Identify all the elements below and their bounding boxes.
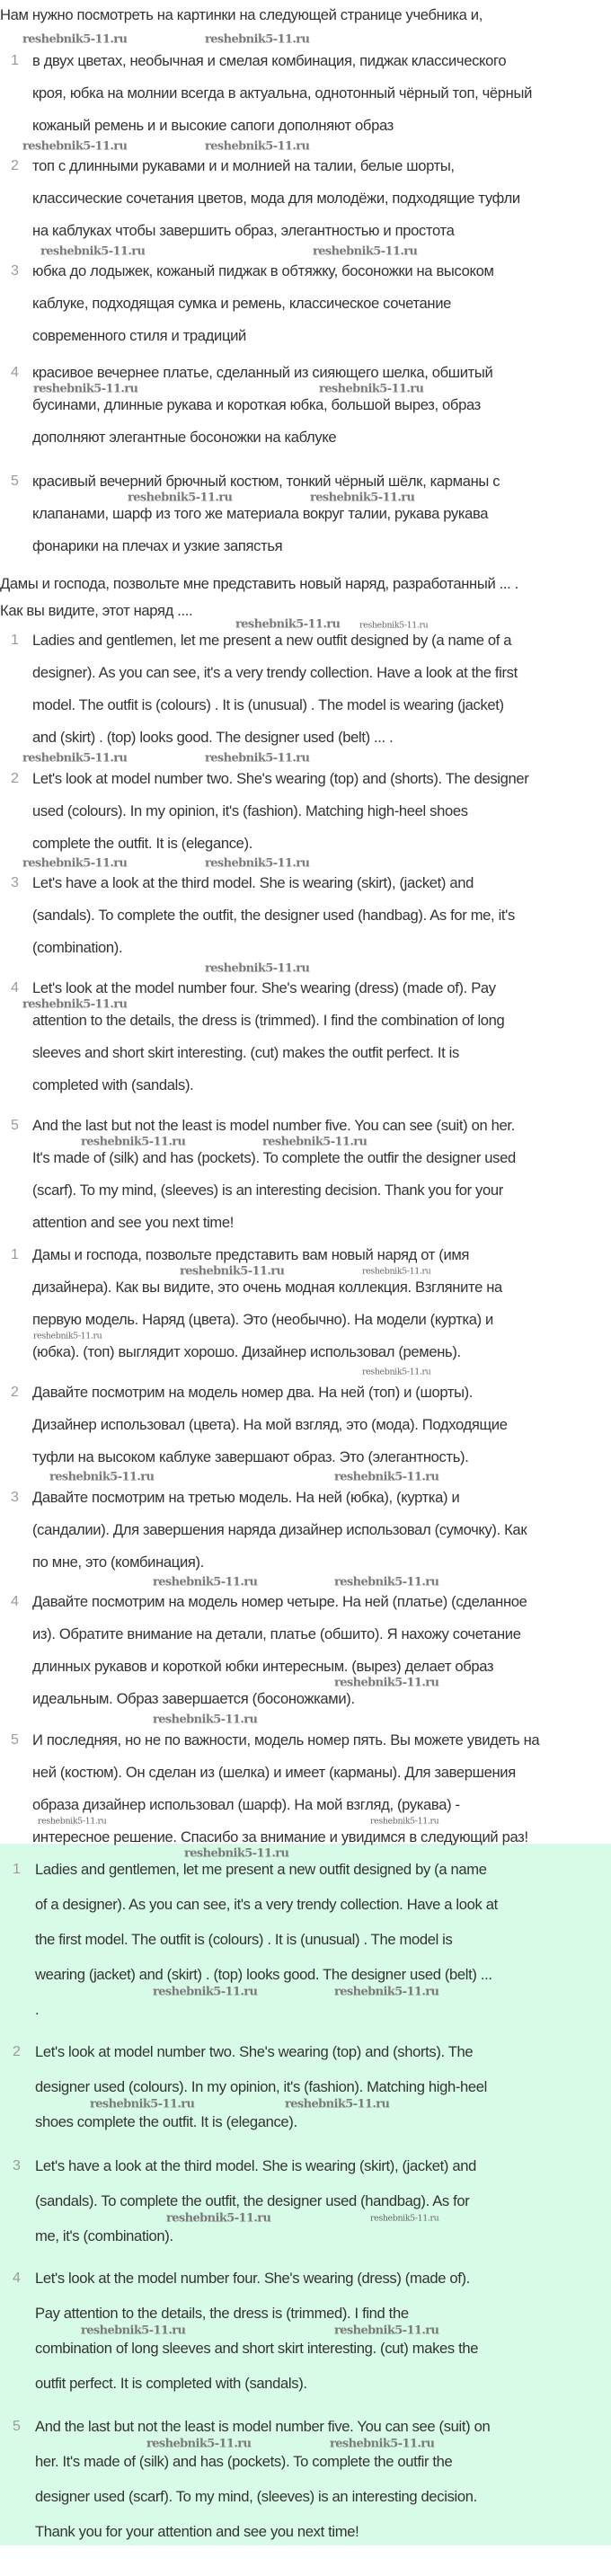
item-text [32,874,611,971]
watermark-text: reshebnik5-11.ru [334,2324,439,2338]
text-line: кроя, юбка на молнии всегда в актуальна, однотонный чёрный топ, чёрный [32,84,532,102]
watermark-text: reshebnik5-11.ru [205,139,310,153]
text-line: Pay attention to the details, the dress is (trimmed). I find the [35,2304,409,2322]
text-line: в двух цветах, необычная и смелая комбинация, пиджак классического [32,52,507,69]
text-line: образа дизайнер использовал (шарф). На мой взгляд, (рукава) - [32,1796,460,1813]
text-line: It's made of (silk) and has (pockets). To complete the outfir the designer used [32,1149,516,1166]
text-line: Let's look at the model number four. She's wearing (dress) (made of). [35,2269,470,2287]
item-number: 3 [13,2157,21,2173]
item-number: 1 [13,1861,21,1877]
text-line: длинных рукавов и короткой юбки интересным. (вырез) делает образ [32,1658,494,1675]
item-text [32,770,611,867]
text-line: complete the outfit. It is (elegance). [32,835,252,852]
watermark-text: reshebnik5-11.ru [38,1816,107,1827]
text-line: Let's look at model number two. She's wearing (top) and (shorts). The [35,2042,474,2060]
watermark-text: reshebnik5-11.ru [370,1816,439,1827]
watermark-text: reshebnik5-11.ru [22,997,128,1012]
watermark-text: reshebnik5-11.ru [334,1470,439,1484]
text-line: красивое вечернее платье, сделанный из сияющего шелка, обшитый [32,364,493,381]
item-number: 3 [11,1490,19,1505]
item-text [35,2157,611,2262]
text-line: Thank you for your attention and see you next time! [35,2522,359,2540]
text-line: по мне, это (комбинация). [32,1554,204,1571]
watermark-text: reshebnik5-11.ru [128,491,233,505]
text-line: (sandals). To complete the outfit, the designer used (handbag). As for me, it's [32,907,515,924]
text-line: фонарики на плечах и узкие запястья [32,537,283,554]
watermark-text: reshebnik5-11.ru [81,1135,186,1149]
text-line: the first model. The outfit is (colours) . It is (unusual) . The model is [35,1930,453,1948]
text-line: completed with (sandals). [32,1076,194,1093]
item-number: 5 [13,2418,21,2434]
item-text [35,1861,611,2036]
watermark-text: reshebnik5-11.ru [370,2213,439,2224]
text-line: attention to the details, the dress is (trimmed). I find the combination of long [32,1012,505,1029]
text-line: Дамы и господа, позвольте мне представить новый наряд, разработанный ... . [0,575,518,592]
watermark-text: reshebnik5-11.ru [235,617,341,632]
watermark-text: reshebnik5-11.ru [362,1367,431,1377]
text-line: Как вы видите, этот наряд .... [0,602,193,619]
item-text [32,1246,611,1376]
text-line: юбка до лодыжек, кожаный пиджак в обтяжку, босоножки на высоком [32,262,494,279]
watermark-text: reshebnik5-11.ru [180,1264,285,1279]
watermark-text: reshebnik5-11.ru [153,1713,258,1727]
text-line: Ladies and gentlemen, let me present a new outfit designed by (a name of a [32,632,512,649]
item-number: 4 [11,1594,19,1609]
text-line: sleeves and short skirt interesting. (cut) makes the outfit perfect. It is [32,1044,459,1061]
text-line: . [35,2000,40,2018]
watermark-text: reshebnik5-11.ru [22,32,128,47]
text-line: outfit perfect. It is completed with (sandals). [35,2374,307,2392]
item-text [32,52,611,149]
text-line: И последняя, но не по важности, модель номер пять. Вы можете увидеть на [32,1731,540,1748]
watermark-text: reshebnik5-11.ru [319,382,424,396]
watermark-text: reshebnik5-11.ru [262,1135,367,1149]
text-line: дизайнера). Как вы видите, это очень модная коллекция. Взгляните на [32,1279,502,1296]
watermark-text: reshebnik5-11.ru [334,1676,439,1690]
text-line: and (skirt) . (top) looks good. The designer used (belt) ... . [32,729,394,746]
text-line: красивый вечерний брючный костюм, тонкий чёрный шёлк, карманы с [32,473,500,490]
item-text [35,2270,611,2410]
item-number: 4 [13,2270,21,2286]
item-text [32,1593,611,1722]
text-line: of a designer). As you can see, it's a very trendy collection. Have a look at [35,1895,498,1913]
text-line: attention and see you next time! [32,1214,235,1231]
text-line: Давайте посмотрим на модель номер два. На ней (топ) и (шорты). [32,1384,474,1401]
text-line: used (colours). In my opinion, it's (fashion). Matching high-heel shoes [32,802,468,819]
intro-text: Нам нужно посмотреть на картинки на следующей странице учебника и, [0,6,483,23]
text-line: дополняют элегантные босоножки на каблуке [32,429,337,446]
item-number: 1 [11,53,19,68]
item-number: 4 [11,980,19,996]
text-line: designer). As you can see, it's a very trendy collection. Have a look at the first [32,664,518,681]
watermark-text: reshebnik5-11.ru [33,1331,102,1341]
text-line: современного стиля и традиций [32,327,246,344]
item-text [32,1731,611,1861]
text-line: wearing (jacket) and (skirt) . (top) looks good. The designer used (belt) ... [35,1965,492,1983]
text-line: Давайте посмотрим на третью модель. На ней (юбка), (куртка) и [32,1489,460,1506]
watermark-text: reshebnik5-11.ru [22,751,128,766]
text-line: Дизайнер использовал (цвета). На мой взгляд, это (мода). Подходящие [32,1416,508,1433]
watermark-text: reshebnik5-11.ru [22,856,128,871]
watermark-text: reshebnik5-11.ru [330,2437,435,2451]
watermark-text: reshebnik5-11.ru [285,2097,390,2111]
text-line: Let's have a look at the third model. She is wearing (skirt), (jacket) and [32,874,474,891]
watermark-text: reshebnik5-11.ru [310,491,415,505]
text-line: Let's look at model number two. She's wearing (top) and (shorts). The designer [32,770,529,787]
text-line: топ с длинными рукавами и и молнией на талии, белые шорты, [32,157,455,174]
watermark-text: reshebnik5-11.ru [22,139,128,153]
item-text [32,262,611,359]
watermark-text: reshebnik5-11.ru [205,32,310,47]
watermark-text: reshebnik5-11.ru [153,1575,258,1589]
text-line: Ladies and gentlemen, let me present a new outfit designed by (a name [35,1860,487,1878]
text-line: классические сочетания цветов, мода для молодёжи, подходящие туфли [32,190,520,207]
item-number: 3 [11,263,19,279]
text-line: designer used (colours). In my opinion, it's (fashion). Matching high-heel [35,2077,488,2095]
watermark-text: reshebnik5-11.ru [205,856,310,871]
text-line: (scarf). To my mind, (sleeves) is an interesting decision. Thank you for your [32,1182,503,1199]
text-line: her. It's made of (silk) and has (pockets). To complete the outfir the [35,2452,453,2470]
item-text [32,157,611,254]
text-line: Давайте посмотрим на модель номер четыре. На ней (платье) (сделанное [32,1593,527,1610]
watermark-text: reshebnik5-11.ru [90,2097,195,2111]
text-line: me, it's (combination). [35,2226,173,2244]
text-line: (юбка). (топ) выглядит хорошо. Дизайнер использовал (ремень). [32,1343,461,1360]
text-line: идеальным. Образ завершается (босоножками). [32,1690,355,1707]
item-number: 1 [11,633,19,648]
item-number: 4 [11,365,19,380]
watermark-text: reshebnik5-11.ru [313,244,418,258]
text-line: кожаный ремень и и высокие сапоги дополняют образ [32,117,394,134]
item-number: 2 [11,158,19,173]
text-line: клапанами, шарф из того же материала вокруг талии, рукава рукава [32,505,489,522]
item-number: 1 [11,1247,19,1262]
text-line: (сандалии). Для завершения наряда дизайнер использовал (сумочку). Как [32,1521,527,1538]
item-text [32,1384,611,1481]
text-line: интересное решение. Спасибо за внимание и увидимся в следующий раз! [32,1828,528,1846]
item-number: 2 [13,2043,21,2059]
text-line: (combination). [32,939,123,956]
item-text [35,2043,611,2148]
watermark-text: reshebnik5-11.ru [146,2437,252,2451]
watermark-text: reshebnik5-11.ru [362,1266,431,1277]
text-line: designer used (scarf). To my mind, (sleeves) is an interesting decision. [35,2487,477,2505]
text-line: And the last but not the least is model number five. You can see (suit) on [35,2417,491,2435]
text-line: каблуке, подходящая сумка и ремень, классическое сочетание [32,295,451,312]
item-number: 3 [11,875,19,890]
watermark-text: reshebnik5-11.ru [40,244,146,258]
item-number: 5 [11,474,19,489]
text-line: shoes complete the outfit. It is (elegance). [35,2112,297,2130]
item-text [35,2418,611,2558]
text-line: туфли на высоком каблуке завершают образ. Это (элегантность). [32,1448,469,1465]
item-text [32,1489,611,1586]
text-line: And the last but not the least is model number five. You can see (suit) on her. [32,1117,515,1134]
watermark-text: reshebnik5-11.ru [334,1985,439,1999]
item-number: 2 [11,771,19,786]
watermark-text: reshebnik5-11.ru [334,1575,439,1589]
watermark-text: reshebnik5-11.ru [205,751,310,766]
item-text [32,473,611,570]
text-line: ней (костюм). Он сделан из (шелка) и имеет (карманы). Для завершения [32,1764,516,1781]
text-line: из). Обратите внимание на детали, платье (обшито). Я нахожу сочетание [32,1625,521,1642]
text-line: бусинами, длинные рукава и короткая юбка, большой вырез, образ [32,396,481,413]
text-line: Let's have a look at the third model. She is wearing (skirt), (jacket) and [35,2156,476,2174]
text-line: model. The outfit is (colours) . It is (unusual) . The model is wearing (jacket) [32,696,504,713]
watermark-text: reshebnik5-11.ru [81,2324,186,2338]
item-number: 5 [11,1118,19,1133]
watermark-text: reshebnik5-11.ru [184,1846,289,1861]
item-number: 5 [11,1732,19,1748]
text-line: combination of long sleeves and short skirt interesting. (cut) makes the [35,2339,479,2357]
watermark-text: reshebnik5-11.ru [153,1985,258,1999]
item-number: 2 [11,1385,19,1400]
watermark-text: reshebnik5-11.ru [49,1470,155,1484]
text-line: Дамы и господа, позвольте представить вам новый наряд от (имя [32,1246,470,1263]
text-line: Let's look at the model number four. She's wearing (dress) (made of). Pay [32,979,496,996]
text-line: (sandals). To complete the outfit, the designer used (handbag). As for [35,2191,470,2209]
watermark-text: reshebnik5-11.ru [166,2211,271,2226]
item-text [32,632,611,761]
watermark-text: reshebnik5-11.ru [205,961,310,975]
watermark-text: reshebnik5-11.ru [33,382,138,396]
watermark-text: reshebnik5-11.ru [359,620,429,631]
text-line: первую модель. Наряд (цвета). Это (необычно). На модели (куртка) и [32,1311,493,1328]
item-text [32,364,611,461]
text-line: на каблуках чтобы завершить образ, элегантностью и простота [32,222,455,239]
